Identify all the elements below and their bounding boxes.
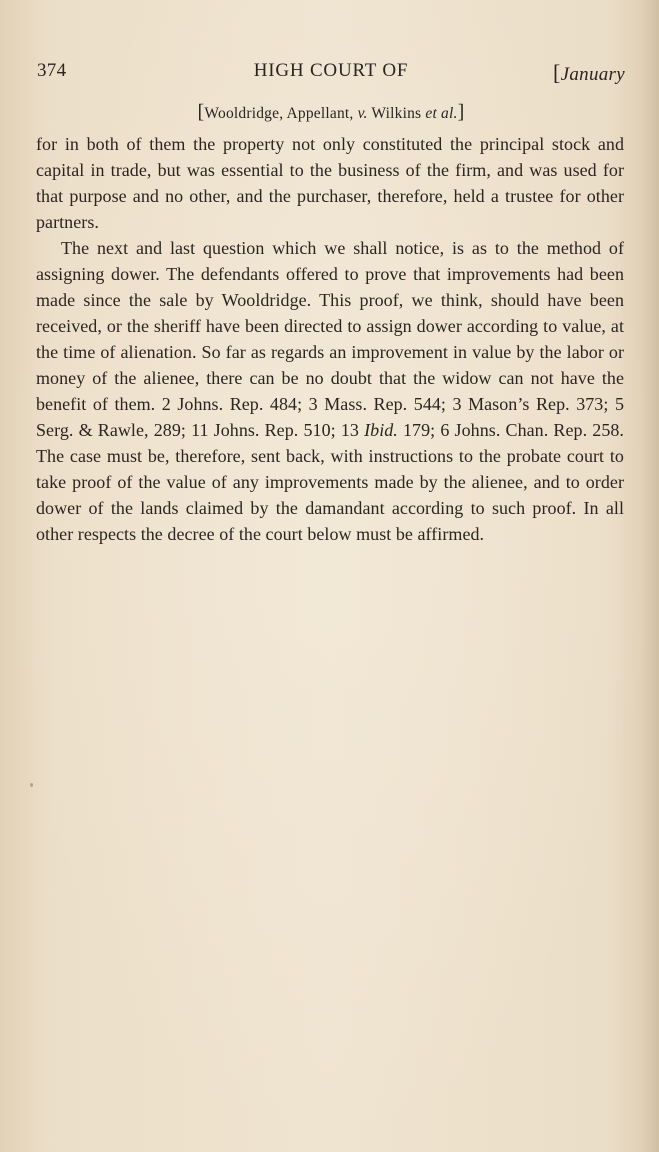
caption-close-bracket: ] [457,101,465,123]
paragraph-2-text-after: 179; 6 Johns. Chan. Rep. 258. The case must be, therefore, sent back, with instructions to the probate court to take proof of the value of any improvements made by the alienee, and to order dower of the lands claimed by the damandant according to such proof. In all other respects the decree of the court below must be affirmed. [36,420,624,544]
date-text: January [560,64,625,85]
paragraph-2-italic-ibid: Ibid. [364,420,398,440]
body-text [36,131,624,547]
paragraph-2 [36,235,624,547]
caption-party1: Wooldridge, Appellant, [204,105,354,122]
running-date [553,60,625,86]
page-number: 374 [37,60,67,81]
paragraph-2-text-before: The next and last question which we shall notice, is as to the method of assigning dower. The defendants offered to prove that improvements had been made since the sale by Wooldridge. This proof, we think, should have been received, or the sheriff have been directed to assign dower according to value, at the time of alienation. So far as regards an improvement in value by the labor or money of the alienee, there can be no doubt that the widow can not have the benefit of them. 2 Johns. Rep. 484; 3 Mass. Rep. 544; 3 Mason’s Rep. 373; 5 Serg. & Rawle, 289; 11 Johns. Rep. 510; 13 [36,238,624,440]
running-title: HIGH COURT OF [253,60,409,81]
paper-speck [30,783,33,787]
paragraph-1: for in both of them the property not only constituted the principal stock and capital in trade, but was essential to the business of the firm, and was used for that purpose and no other, and the purchaser, therefore, held a trustee for other partners. [36,134,624,232]
caption-versus: v. [357,105,368,122]
case-caption [37,101,625,124]
caption-etal: et al. [425,105,458,122]
date-bracket: [ [552,60,561,85]
caption-open-bracket: [ [197,101,205,123]
page-edge-shadow [641,0,659,1152]
running-head [37,60,625,90]
caption-party2: Wilkins [371,105,422,122]
